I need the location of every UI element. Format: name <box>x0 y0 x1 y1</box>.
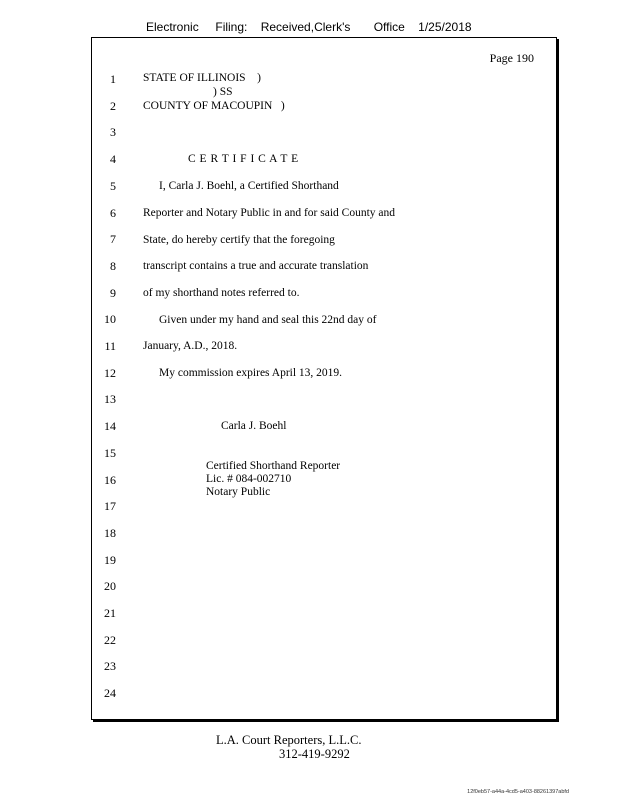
line-number: 15 <box>104 445 116 460</box>
state-line: STATE OF ILLINOIS ) <box>143 72 261 84</box>
transcript-page <box>91 37 557 720</box>
county-line: COUNTY OF MACOUPIN ) <box>143 100 285 112</box>
signature-title: Certified Shorthand Reporter <box>206 460 341 472</box>
line-number: 12 <box>104 365 116 380</box>
line-number: 23 <box>104 659 116 674</box>
line-number: 18 <box>104 525 116 540</box>
line-number: 7 <box>110 232 116 247</box>
line-number: 20 <box>104 579 116 594</box>
line-number: 13 <box>104 392 116 407</box>
certificate-line-8: transcript contains a true and accurate translation <box>143 260 369 272</box>
footer-company: L.A. Court Reporters, L.L.C. <box>216 733 362 747</box>
line-number: 17 <box>104 499 116 514</box>
certificate-line-10: Given under my hand and seal this 22nd day of <box>159 314 377 326</box>
notary-title: Notary Public <box>206 486 271 498</box>
line-number: 14 <box>104 419 116 434</box>
line-number: 21 <box>104 606 116 620</box>
footer-phone: 312-419-9292 <box>279 747 350 761</box>
line-number: 6 <box>110 205 116 220</box>
certificate-line-9: of my shorthand notes referred to. <box>143 287 300 299</box>
line-number: 2 <box>110 98 116 113</box>
certificate-line-5: I, Carla J. Boehl, a Certified Shorthand <box>159 180 339 192</box>
certificate-line-7: State, do hereby certify that the foregoing <box>143 234 335 246</box>
page-number: Page 190 <box>489 51 534 65</box>
line-number: 24 <box>104 686 116 701</box>
certificate-line-12: My commission expires April 13, 2019. <box>159 367 343 379</box>
line-number: 9 <box>110 285 116 300</box>
line-number: 5 <box>110 178 116 193</box>
line-number: 22 <box>104 632 116 647</box>
line-number: 11 <box>104 339 116 353</box>
line-number: 4 <box>110 152 116 167</box>
signature-name: Carla J. Boehl <box>221 420 287 432</box>
license-number: Lic. # 084-002710 <box>206 473 292 485</box>
line-number: 16 <box>104 472 116 487</box>
certificate-line-11: January, A.D., 2018. <box>143 340 238 352</box>
line-number: 1 <box>110 72 116 86</box>
line-number: 19 <box>104 552 116 567</box>
line-number: 3 <box>110 125 116 140</box>
document-id: 12f0eb57-a44a-4cd5-a403-88261397abfd <box>467 789 569 795</box>
ss-line: ) SS <box>213 86 233 98</box>
line-number: 10 <box>104 312 116 327</box>
filing-header: Electronic Filing: Received,Clerk's Office 1/25/2018 <box>146 20 472 34</box>
certificate-line-6: Reporter and Notary Public in and for said County and <box>143 207 395 219</box>
certificate-title: C E R T I F I C A T E <box>188 153 299 165</box>
line-number: 8 <box>110 258 116 273</box>
